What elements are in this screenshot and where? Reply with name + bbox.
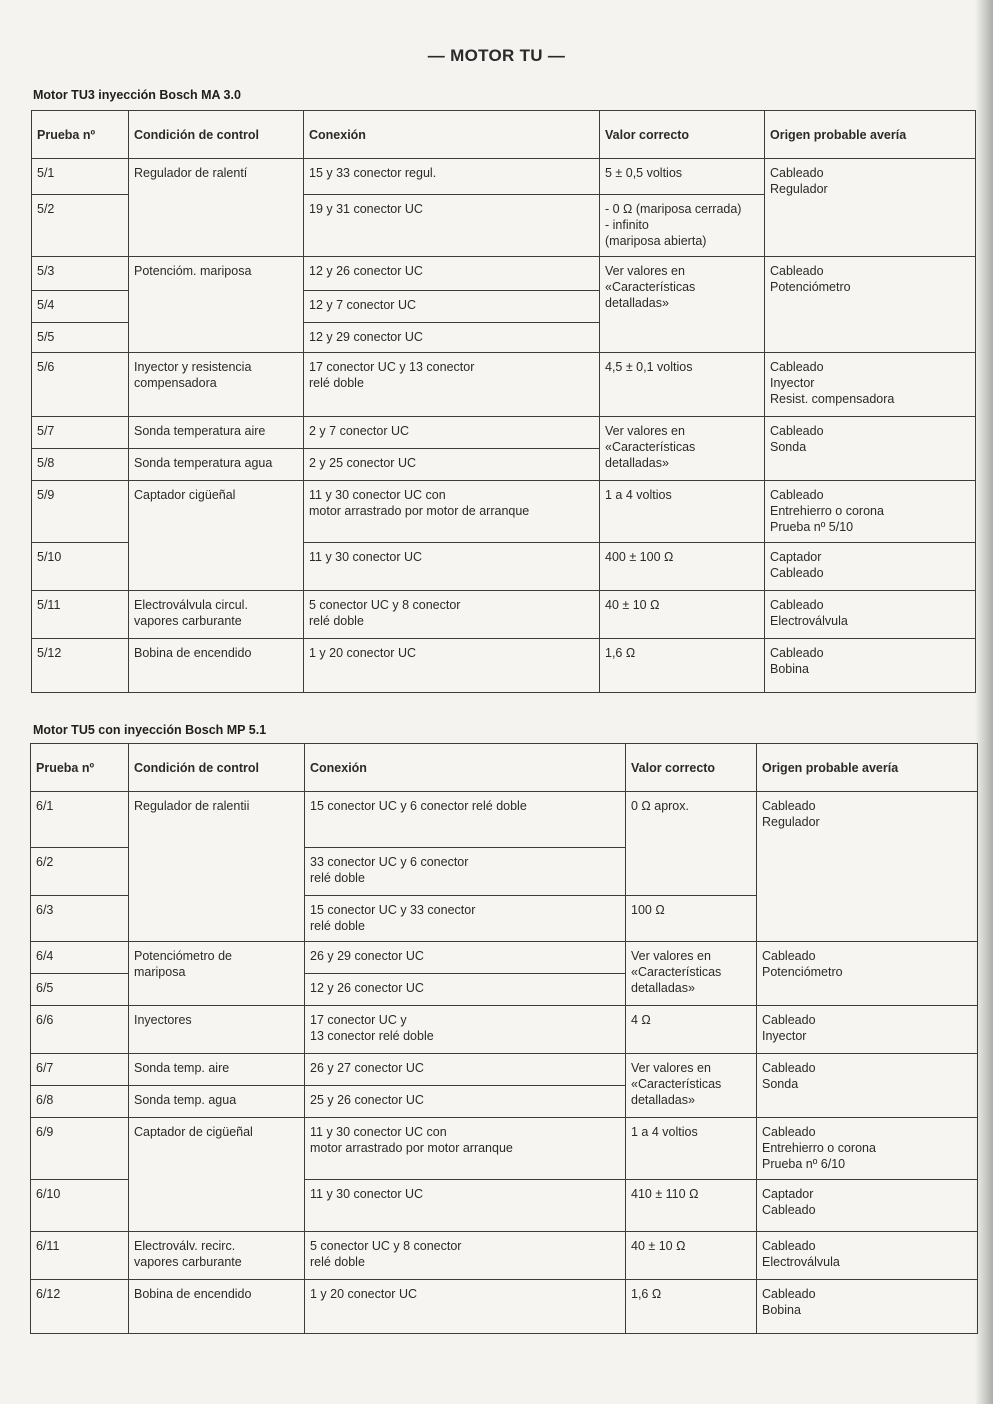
probable-fault: Captador Cableado xyxy=(762,1187,816,1217)
test-number: 6/6 xyxy=(36,1013,54,1027)
test-number: 5/3 xyxy=(37,264,55,278)
table-row xyxy=(31,1006,978,1054)
control-condition: Captador cigüeñal xyxy=(134,488,236,502)
connection: 2 y 7 conector UC xyxy=(309,424,410,438)
header-condicion: Condición de control xyxy=(129,111,304,159)
header-conexion: Conexión xyxy=(304,111,600,159)
test-number: 6/12 xyxy=(36,1287,61,1301)
connection: 19 y 31 conector UC xyxy=(309,202,423,216)
control-condition: Sonda temp. agua xyxy=(134,1093,237,1107)
test-number: 6/7 xyxy=(36,1061,54,1075)
correct-value: 5 ± 0,5 voltios xyxy=(605,166,683,180)
probable-fault: Cableado Potenciómetro xyxy=(770,264,851,294)
connection: 12 y 7 conector UC xyxy=(309,298,416,312)
test-number: 6/4 xyxy=(36,949,54,963)
probable-fault: Cableado Inyector xyxy=(762,1013,816,1043)
control-condition: Potencióm. mariposa xyxy=(134,264,252,278)
probable-fault: Cableado Entrehierro o corona Prueba nº 5/10 xyxy=(770,488,884,534)
control-condition: Regulador de ralentii xyxy=(134,799,250,813)
correct-value: 1,6 Ω xyxy=(631,1287,662,1301)
connection: 12 y 29 conector UC xyxy=(309,330,423,344)
probable-fault: Cableado Electroválvula xyxy=(762,1239,840,1269)
probable-fault: Cableado Regulador xyxy=(770,166,828,196)
connection: 11 y 30 conector UC con motor arrastrado por motor de arranque xyxy=(309,488,530,518)
connection: 11 y 30 conector UC con motor arrastrado por motor arranque xyxy=(310,1125,513,1155)
control-condition: Captador de cigüeñal xyxy=(134,1125,253,1139)
header-condicion: Condición de control xyxy=(129,744,305,792)
connection: 12 y 26 conector UC xyxy=(309,264,423,278)
control-condition: Regulador de ralentí xyxy=(134,166,248,180)
control-condition: Sonda temperatura agua xyxy=(134,456,273,470)
control-condition: Inyectores xyxy=(134,1013,192,1027)
connection: 26 y 29 conector UC xyxy=(310,949,424,963)
table-row xyxy=(31,1280,978,1334)
table-row xyxy=(31,1054,978,1086)
page-title: — MOTOR TU — xyxy=(427,46,566,65)
connection: 5 conector UC y 8 conector relé doble xyxy=(309,598,461,628)
probable-fault: Cableado Potenciómetro xyxy=(762,949,843,979)
connection: 5 conector UC y 8 conector relé doble xyxy=(310,1239,462,1269)
test-number: 5/12 xyxy=(37,646,62,660)
header-origen: Origen probable avería xyxy=(757,744,978,792)
connection: 15 conector UC y 33 conector relé doble xyxy=(310,903,476,933)
correct-value: 100 Ω xyxy=(631,903,665,917)
test-number: 5/4 xyxy=(37,298,55,312)
spec-table-tu5 xyxy=(30,743,978,1334)
connection: 26 y 27 conector UC xyxy=(310,1061,424,1075)
control-condition: Potenciómetro de mariposa xyxy=(134,949,232,979)
correct-value: Ver valores en «Características detalladas» xyxy=(605,424,696,470)
test-number: 6/9 xyxy=(36,1125,54,1139)
control-condition: Bobina de encendido xyxy=(134,1287,252,1301)
correct-value: 40 ± 10 Ω xyxy=(631,1239,686,1253)
correct-value: Ver valores en «Características detalladas» xyxy=(631,1061,722,1107)
correct-value: 1 a 4 voltios xyxy=(605,488,672,502)
table-row xyxy=(32,353,976,417)
connection: 12 y 26 conector UC xyxy=(310,981,424,995)
test-number: 5/11 xyxy=(37,598,61,612)
table-row xyxy=(31,942,978,974)
control-condition: Electroválv. recirc. vapores carburante xyxy=(134,1239,242,1269)
connection: 33 conector UC y 6 conector relé doble xyxy=(310,855,469,885)
test-number: 6/3 xyxy=(36,903,54,917)
test-number: 5/9 xyxy=(37,488,55,502)
probable-fault: Cableado Bobina xyxy=(770,646,824,676)
probable-fault: Cableado Bobina xyxy=(762,1287,816,1317)
test-number: 5/7 xyxy=(37,424,55,438)
table-row xyxy=(31,1118,978,1180)
correct-value: 4 Ω xyxy=(631,1013,651,1027)
header-prueba: Prueba nº xyxy=(32,111,129,159)
connection: 11 y 30 conector UC xyxy=(310,1187,424,1201)
control-condition: Inyector y resistencia compensadora xyxy=(134,360,252,390)
connection: 17 conector UC y 13 conector relé doble xyxy=(309,360,475,390)
test-number: 6/5 xyxy=(36,981,54,995)
page-edge-shadow xyxy=(975,0,993,1404)
correct-value: 410 ± 110 Ω xyxy=(631,1187,699,1201)
connection: 1 y 20 conector UC xyxy=(309,646,416,660)
table-row xyxy=(32,591,976,639)
spec-table-tu3 xyxy=(31,110,976,693)
table-row xyxy=(32,481,976,543)
connection: 15 conector UC y 6 conector relé doble xyxy=(310,799,527,813)
control-condition: Sonda temp. aire xyxy=(134,1061,230,1075)
header-prueba: Prueba nº xyxy=(31,744,129,792)
test-number: 5/10 xyxy=(37,550,62,564)
connection: 1 y 20 conector UC xyxy=(310,1287,417,1301)
control-condition: Sonda temperatura aire xyxy=(134,424,266,438)
test-number: 6/10 xyxy=(36,1187,61,1201)
table-row xyxy=(32,417,976,449)
correct-value: Ver valores en «Características detalladas» xyxy=(605,264,696,310)
test-number: 5/6 xyxy=(37,360,55,374)
control-condition: Electroválvula circul. vapores carburante xyxy=(134,598,248,628)
probable-fault: Cableado Electroválvula xyxy=(770,598,848,628)
table-caption-tu3: Motor TU3 inyección Bosch MA 3.0 xyxy=(33,88,241,102)
test-number: 5/1 xyxy=(37,166,55,180)
table-caption-tu5: Motor TU5 con inyección Bosch MP 5.1 xyxy=(33,723,267,737)
connection: 17 conector UC y 13 conector relé doble xyxy=(310,1013,434,1043)
correct-value: 400 ± 100 Ω xyxy=(605,550,674,564)
test-number: 6/1 xyxy=(36,799,54,813)
correct-value: 4,5 ± 0,1 voltios xyxy=(605,360,693,374)
connection: 25 y 26 conector UC xyxy=(310,1093,424,1107)
test-number: 5/2 xyxy=(37,202,55,216)
connection: 15 y 33 conector regul. xyxy=(309,166,437,180)
table-row xyxy=(32,639,976,693)
test-number: 6/8 xyxy=(36,1093,54,1107)
header-valor: Valor correcto xyxy=(626,744,757,792)
probable-fault: Cableado Regulador xyxy=(762,799,820,829)
connection: 2 y 25 conector UC xyxy=(309,456,416,470)
table-row xyxy=(31,1232,978,1280)
test-number: 5/8 xyxy=(37,456,55,470)
table-row xyxy=(31,792,978,848)
probable-fault: Cableado Inyector Resist. compensadora xyxy=(770,360,895,406)
correct-value: 40 ± 10 Ω xyxy=(605,598,660,612)
probable-fault: Cableado Sonda xyxy=(770,424,824,454)
correct-value: - 0 Ω (mariposa cerrada) - infinito (mariposa abierta) xyxy=(605,202,742,248)
test-number: 6/11 xyxy=(36,1239,60,1253)
control-condition: Bobina de encendido xyxy=(134,646,252,660)
correct-value: 1 a 4 voltios xyxy=(631,1125,698,1139)
connection: 11 y 30 conector UC xyxy=(309,550,423,564)
table-row xyxy=(32,159,976,195)
probable-fault: Cableado Sonda xyxy=(762,1061,816,1091)
header-conexion: Conexión xyxy=(305,744,626,792)
header-valor: Valor correcto xyxy=(600,111,765,159)
correct-value: 0 Ω aprox. xyxy=(631,799,689,813)
test-number: 5/5 xyxy=(37,330,55,344)
table-row xyxy=(32,257,976,291)
test-number: 6/2 xyxy=(36,855,54,869)
probable-fault: Cableado Entrehierro o corona Prueba nº 6/10 xyxy=(762,1125,876,1171)
correct-value: 1,6 Ω xyxy=(605,646,636,660)
header-origen: Origen probable avería xyxy=(765,111,976,159)
probable-fault: Captador Cableado xyxy=(770,550,824,580)
correct-value: Ver valores en «Características detalladas» xyxy=(631,949,722,995)
